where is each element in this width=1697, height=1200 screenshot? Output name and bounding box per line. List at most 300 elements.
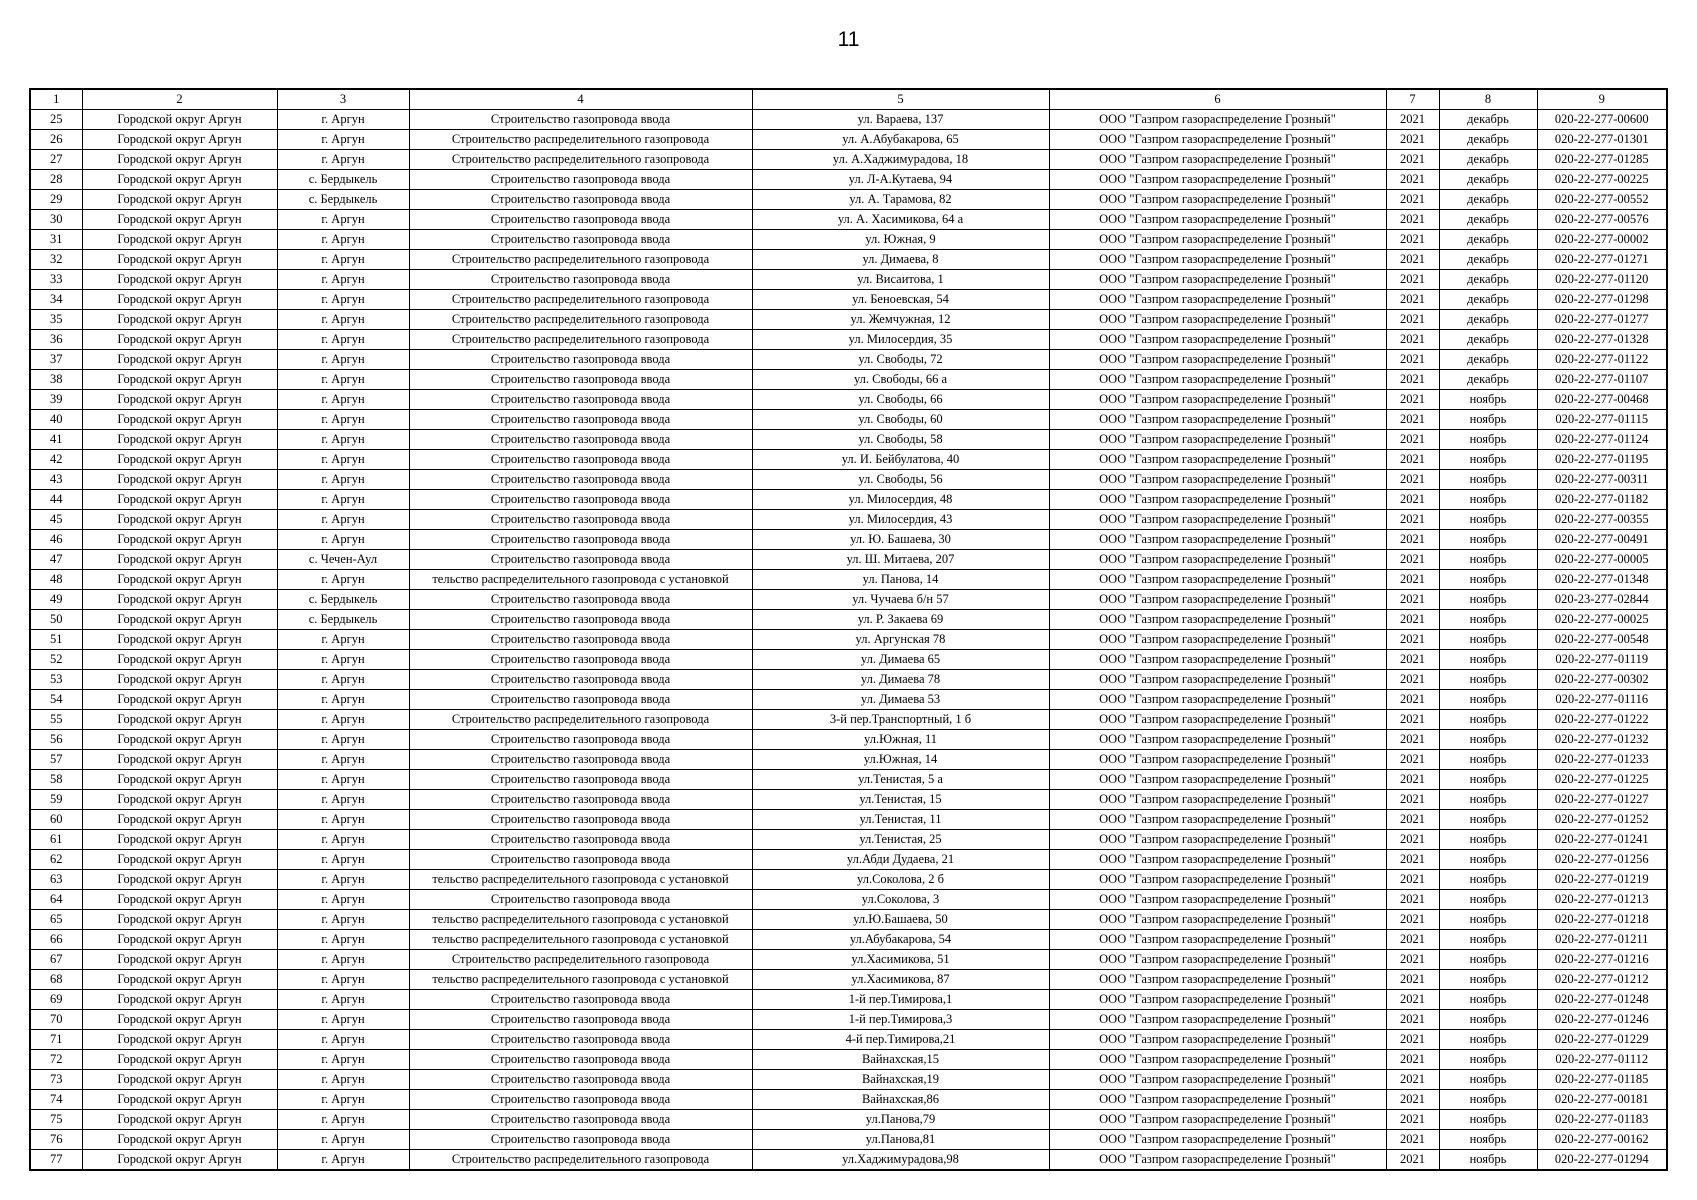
district-cell: Городской округ Аргун — [82, 190, 277, 210]
work-type-cell: Строительство распределительного газопровода — [409, 1150, 752, 1171]
settlement-cell: г. Аргун — [277, 1030, 409, 1050]
row-number-cell: 39 — [30, 390, 82, 410]
organization-cell: ООО "Газпром газораспределение Грозный" — [1049, 1110, 1386, 1130]
application-number-cell: 020-22-277-01195 — [1537, 450, 1667, 470]
work-type-cell: Строительство распределительного газопровода — [409, 950, 752, 970]
address-cell: ул. И. Бейбулатова, 40 — [752, 450, 1049, 470]
year-cell: 2021 — [1386, 650, 1439, 670]
address-cell: ул. А.Хаджимурадова, 18 — [752, 150, 1049, 170]
table-row — [30, 890, 1667, 910]
settlement-cell: г. Аргун — [277, 630, 409, 650]
row-number-cell: 32 — [30, 250, 82, 270]
work-type-cell: Строительство газопровода ввода — [409, 650, 752, 670]
application-number-cell: 020-22-277-01246 — [1537, 1010, 1667, 1030]
month-cell: ноябрь — [1439, 570, 1537, 590]
table-row — [30, 370, 1667, 390]
settlement-cell: г. Аргун — [277, 1070, 409, 1090]
month-cell: ноябрь — [1439, 790, 1537, 810]
month-cell: декабрь — [1439, 190, 1537, 210]
application-number-cell: 020-22-277-00491 — [1537, 530, 1667, 550]
district-cell: Городской округ Аргун — [82, 550, 277, 570]
year-cell: 2021 — [1386, 710, 1439, 730]
row-number-cell: 70 — [30, 1010, 82, 1030]
column-number: 7 — [1386, 89, 1439, 110]
month-cell: ноябрь — [1439, 930, 1537, 950]
settlement-cell: г. Аргун — [277, 710, 409, 730]
district-cell: Городской округ Аргун — [82, 490, 277, 510]
address-cell: ул. Ю. Башаева, 30 — [752, 530, 1049, 550]
row-number-cell: 40 — [30, 410, 82, 430]
application-number-cell: 020-22-277-01115 — [1537, 410, 1667, 430]
settlement-cell: с. Бердыкель — [277, 170, 409, 190]
month-cell: ноябрь — [1439, 410, 1537, 430]
work-type-cell: Строительство распределительного газопровода — [409, 130, 752, 150]
address-cell: ул. Свободы, 66 — [752, 390, 1049, 410]
month-cell: ноябрь — [1439, 690, 1537, 710]
row-number-cell: 37 — [30, 350, 82, 370]
settlement-cell: г. Аргун — [277, 970, 409, 990]
organization-cell: ООО "Газпром газораспределение Грозный" — [1049, 650, 1386, 670]
address-cell: ул.Южная, 14 — [752, 750, 1049, 770]
work-type-cell: Строительство газопровода ввода — [409, 1130, 752, 1150]
settlement-cell: г. Аргун — [277, 450, 409, 470]
row-number-cell: 38 — [30, 370, 82, 390]
table-row — [30, 830, 1667, 850]
table-row — [30, 710, 1667, 730]
work-type-cell: Строительство распределительного газопровода — [409, 150, 752, 170]
settlement-cell: г. Аргун — [277, 270, 409, 290]
organization-cell: ООО "Газпром газораспределение Грозный" — [1049, 950, 1386, 970]
settlement-cell: г. Аргун — [277, 490, 409, 510]
year-cell: 2021 — [1386, 150, 1439, 170]
application-number-cell: 020-22-277-01294 — [1537, 1150, 1667, 1171]
organization-cell: ООО "Газпром газораспределение Грозный" — [1049, 590, 1386, 610]
table-row — [30, 570, 1667, 590]
row-number-cell: 77 — [30, 1150, 82, 1171]
year-cell: 2021 — [1386, 1030, 1439, 1050]
settlement-cell: г. Аргун — [277, 910, 409, 930]
month-cell: ноябрь — [1439, 870, 1537, 890]
work-type-cell: Строительство газопровода ввода — [409, 230, 752, 250]
row-number-cell: 44 — [30, 490, 82, 510]
work-type-cell: Строительство газопровода ввода — [409, 550, 752, 570]
district-cell: Городской округ Аргун — [82, 1130, 277, 1150]
year-cell: 2021 — [1386, 530, 1439, 550]
address-cell: ул. Димаева, 8 — [752, 250, 1049, 270]
address-cell: Вайнахская,86 — [752, 1090, 1049, 1110]
district-cell: Городской округ Аргун — [82, 230, 277, 250]
table-row — [30, 1010, 1667, 1030]
work-type-cell: Строительство газопровода ввода — [409, 790, 752, 810]
settlement-cell: г. Аргун — [277, 390, 409, 410]
organization-cell: ООО "Газпром газораспределение Грозный" — [1049, 370, 1386, 390]
application-number-cell: 020-22-277-00005 — [1537, 550, 1667, 570]
table-row — [30, 190, 1667, 210]
organization-cell: ООО "Газпром газораспределение Грозный" — [1049, 150, 1386, 170]
work-type-cell: Строительство газопровода ввода — [409, 810, 752, 830]
month-cell: ноябрь — [1439, 490, 1537, 510]
application-number-cell: 020-22-277-01213 — [1537, 890, 1667, 910]
application-number-cell: 020-22-277-01301 — [1537, 130, 1667, 150]
address-cell: ул. Димаева 78 — [752, 670, 1049, 690]
organization-cell: ООО "Газпром газораспределение Грозный" — [1049, 530, 1386, 550]
table-row — [30, 510, 1667, 530]
address-cell: ул. Жемчужная, 12 — [752, 310, 1049, 330]
table-row — [30, 730, 1667, 750]
month-cell: ноябрь — [1439, 830, 1537, 850]
organization-cell: ООО "Газпром газораспределение Грозный" — [1049, 830, 1386, 850]
settlement-cell: г. Аргун — [277, 770, 409, 790]
address-cell: ул. Свободы, 72 — [752, 350, 1049, 370]
address-cell: ул. А. Тарамова, 82 — [752, 190, 1049, 210]
row-number-cell: 42 — [30, 450, 82, 470]
month-cell: ноябрь — [1439, 650, 1537, 670]
settlement-cell: г. Аргун — [277, 110, 409, 130]
organization-cell: ООО "Газпром газораспределение Грозный" — [1049, 790, 1386, 810]
settlement-cell: г. Аргун — [277, 1010, 409, 1030]
application-number-cell: 020-22-277-01107 — [1537, 370, 1667, 390]
table-row — [30, 790, 1667, 810]
year-cell: 2021 — [1386, 1070, 1439, 1090]
work-type-cell: Строительство газопровода ввода — [409, 850, 752, 870]
year-cell: 2021 — [1386, 610, 1439, 630]
table-row — [30, 350, 1667, 370]
work-type-cell: тельство распределительного газопровода с установкой — [409, 570, 752, 590]
work-type-cell: Строительство газопровода ввода — [409, 730, 752, 750]
application-number-cell: 020-22-277-01256 — [1537, 850, 1667, 870]
year-cell: 2021 — [1386, 1110, 1439, 1130]
address-cell: ул. Милосердия, 43 — [752, 510, 1049, 530]
district-cell: Городской округ Аргун — [82, 510, 277, 530]
table-row — [30, 550, 1667, 570]
work-type-cell: Строительство газопровода ввода — [409, 610, 752, 630]
year-cell: 2021 — [1386, 210, 1439, 230]
settlement-cell: г. Аргун — [277, 570, 409, 590]
organization-cell: ООО "Газпром газораспределение Грозный" — [1049, 770, 1386, 790]
application-number-cell: 020-22-277-00311 — [1537, 470, 1667, 490]
district-cell: Городской округ Аргун — [82, 910, 277, 930]
month-cell: ноябрь — [1439, 1110, 1537, 1130]
row-number-cell: 66 — [30, 930, 82, 950]
settlement-cell: г. Аргун — [277, 150, 409, 170]
address-cell: ул. Панова, 14 — [752, 570, 1049, 590]
district-cell: Городской округ Аргун — [82, 1050, 277, 1070]
month-cell: декабрь — [1439, 350, 1537, 370]
work-type-cell: Строительство газопровода ввода — [409, 590, 752, 610]
month-cell: ноябрь — [1439, 1010, 1537, 1030]
application-number-cell: 020-22-277-01271 — [1537, 250, 1667, 270]
year-cell: 2021 — [1386, 790, 1439, 810]
district-cell: Городской округ Аргун — [82, 1010, 277, 1030]
address-cell: ул.Абубакарова, 54 — [752, 930, 1049, 950]
month-cell: ноябрь — [1439, 630, 1537, 650]
address-cell: ул. Аргунская 78 — [752, 630, 1049, 650]
organization-cell: ООО "Газпром газораспределение Грозный" — [1049, 270, 1386, 290]
address-cell: ул. Чучаева б/н 57 — [752, 590, 1049, 610]
table-row — [30, 930, 1667, 950]
settlement-cell: г. Аргун — [277, 470, 409, 490]
year-cell: 2021 — [1386, 1090, 1439, 1110]
organization-cell: ООО "Газпром газораспределение Грозный" — [1049, 850, 1386, 870]
organization-cell: ООО "Газпром газораспределение Грозный" — [1049, 870, 1386, 890]
year-cell: 2021 — [1386, 910, 1439, 930]
table-row — [30, 430, 1667, 450]
row-number-cell: 30 — [30, 210, 82, 230]
month-cell: декабрь — [1439, 290, 1537, 310]
month-cell: ноябрь — [1439, 590, 1537, 610]
application-number-cell: 020-22-277-01233 — [1537, 750, 1667, 770]
column-number: 4 — [409, 89, 752, 110]
table-row — [30, 490, 1667, 510]
work-type-cell: Строительство газопровода ввода — [409, 510, 752, 530]
application-number-cell: 020-22-277-01211 — [1537, 930, 1667, 950]
district-cell: Городской округ Аргун — [82, 370, 277, 390]
table-body — [30, 110, 1667, 1171]
year-cell: 2021 — [1386, 370, 1439, 390]
work-type-cell: тельство распределительного газопровода с установкой — [409, 910, 752, 930]
year-cell: 2021 — [1386, 330, 1439, 350]
register-table — [29, 88, 1668, 1171]
settlement-cell: г. Аргун — [277, 790, 409, 810]
table-row — [30, 910, 1667, 930]
address-cell: ул.Южная, 11 — [752, 730, 1049, 750]
district-cell: Городской округ Аргун — [82, 250, 277, 270]
table-row — [30, 310, 1667, 330]
application-number-cell: 020-22-277-01241 — [1537, 830, 1667, 850]
month-cell: ноябрь — [1439, 430, 1537, 450]
row-number-cell: 57 — [30, 750, 82, 770]
row-number-cell: 49 — [30, 590, 82, 610]
settlement-cell: г. Аргун — [277, 310, 409, 330]
row-number-cell: 46 — [30, 530, 82, 550]
month-cell: декабрь — [1439, 310, 1537, 330]
address-cell: ул. Милосердия, 48 — [752, 490, 1049, 510]
work-type-cell: Строительство газопровода ввода — [409, 430, 752, 450]
table-row — [30, 970, 1667, 990]
row-number-cell: 68 — [30, 970, 82, 990]
work-type-cell: Строительство газопровода ввода — [409, 750, 752, 770]
year-cell: 2021 — [1386, 470, 1439, 490]
month-cell: ноябрь — [1439, 890, 1537, 910]
district-cell: Городской округ Аргун — [82, 150, 277, 170]
district-cell: Городской округ Аргун — [82, 1110, 277, 1130]
row-number-cell: 54 — [30, 690, 82, 710]
settlement-cell: г. Аргун — [277, 950, 409, 970]
district-cell: Городской округ Аргун — [82, 290, 277, 310]
table-row — [30, 850, 1667, 870]
organization-cell: ООО "Газпром газораспределение Грозный" — [1049, 110, 1386, 130]
district-cell: Городской округ Аргун — [82, 310, 277, 330]
address-cell: ул. Беноевская, 54 — [752, 290, 1049, 310]
month-cell: ноябрь — [1439, 1030, 1537, 1050]
row-number-cell: 52 — [30, 650, 82, 670]
year-cell: 2021 — [1386, 430, 1439, 450]
table-row — [30, 110, 1667, 130]
year-cell: 2021 — [1386, 830, 1439, 850]
district-cell: Городской округ Аргун — [82, 610, 277, 630]
row-number-cell: 28 — [30, 170, 82, 190]
application-number-cell: 020-22-277-00302 — [1537, 670, 1667, 690]
page-number: 11 — [837, 28, 860, 51]
district-cell: Городской округ Аргун — [82, 930, 277, 950]
column-number: 2 — [82, 89, 277, 110]
table-row — [30, 130, 1667, 150]
settlement-cell: г. Аргун — [277, 890, 409, 910]
month-cell: ноябрь — [1439, 1130, 1537, 1150]
row-number-cell: 72 — [30, 1050, 82, 1070]
district-cell: Городской округ Аргун — [82, 430, 277, 450]
settlement-cell: с. Чечен-Аул — [277, 550, 409, 570]
application-number-cell: 020-22-277-01219 — [1537, 870, 1667, 890]
application-number-cell: 020-22-277-01248 — [1537, 990, 1667, 1010]
settlement-cell: г. Аргун — [277, 830, 409, 850]
work-type-cell: Строительство газопровода ввода — [409, 1030, 752, 1050]
settlement-cell: г. Аргун — [277, 650, 409, 670]
organization-cell: ООО "Газпром газораспределение Грозный" — [1049, 250, 1386, 270]
year-cell: 2021 — [1386, 730, 1439, 750]
year-cell: 2021 — [1386, 310, 1439, 330]
settlement-cell: г. Аргун — [277, 510, 409, 530]
application-number-cell: 020-22-277-01122 — [1537, 350, 1667, 370]
work-type-cell: Строительство газопровода ввода — [409, 1110, 752, 1130]
settlement-cell: г. Аргун — [277, 1150, 409, 1171]
organization-cell: ООО "Газпром газораспределение Грозный" — [1049, 310, 1386, 330]
table-row — [30, 650, 1667, 670]
district-cell: Городской округ Аргун — [82, 590, 277, 610]
address-cell: ул. Висаитова, 1 — [752, 270, 1049, 290]
settlement-cell: г. Аргун — [277, 290, 409, 310]
district-cell: Городской округ Аргун — [82, 110, 277, 130]
address-cell: ул.Хасимикова, 51 — [752, 950, 1049, 970]
table-row — [30, 1130, 1667, 1150]
district-cell: Городской округ Аргун — [82, 710, 277, 730]
address-cell: ул. Свободы, 60 — [752, 410, 1049, 430]
row-number-cell: 33 — [30, 270, 82, 290]
application-number-cell: 020-22-277-01298 — [1537, 290, 1667, 310]
organization-cell: ООО "Газпром газораспределение Грозный" — [1049, 1130, 1386, 1150]
organization-cell: ООО "Газпром газораспределение Грозный" — [1049, 230, 1386, 250]
work-type-cell: Строительство газопровода ввода — [409, 190, 752, 210]
address-cell: 3-й пер.Транспортный, 1 б — [752, 710, 1049, 730]
organization-cell: ООО "Газпром газораспределение Грозный" — [1049, 170, 1386, 190]
settlement-cell: г. Аргун — [277, 1090, 409, 1110]
month-cell: декабрь — [1439, 370, 1537, 390]
table-row — [30, 290, 1667, 310]
organization-cell: ООО "Газпром газораспределение Грозный" — [1049, 550, 1386, 570]
month-cell: декабрь — [1439, 110, 1537, 130]
district-cell: Городской округ Аргун — [82, 850, 277, 870]
year-cell: 2021 — [1386, 770, 1439, 790]
district-cell: Городской округ Аргун — [82, 750, 277, 770]
address-cell: ул.Панова,81 — [752, 1130, 1049, 1150]
settlement-cell: г. Аргун — [277, 1130, 409, 1150]
address-cell: ул. Милосердия, 35 — [752, 330, 1049, 350]
table-row — [30, 610, 1667, 630]
organization-cell: ООО "Газпром газораспределение Грозный" — [1049, 210, 1386, 230]
year-cell: 2021 — [1386, 850, 1439, 870]
organization-cell: ООО "Газпром газораспределение Грозный" — [1049, 1090, 1386, 1110]
address-cell: ул.Соколова, 2 б — [752, 870, 1049, 890]
district-cell: Городской округ Аргун — [82, 530, 277, 550]
district-cell: Городской округ Аргун — [82, 350, 277, 370]
address-cell: 1-й пер.Тимирова,1 — [752, 990, 1049, 1010]
district-cell: Городской округ Аргун — [82, 970, 277, 990]
table-row — [30, 390, 1667, 410]
table-row — [30, 990, 1667, 1010]
district-cell: Городской округ Аргун — [82, 650, 277, 670]
address-cell: Вайнахская,15 — [752, 1050, 1049, 1070]
column-number: 9 — [1537, 89, 1667, 110]
month-cell: ноябрь — [1439, 670, 1537, 690]
work-type-cell: Строительство газопровода ввода — [409, 490, 752, 510]
work-type-cell: Строительство распределительного газопровода — [409, 710, 752, 730]
application-number-cell: 020-22-277-00181 — [1537, 1090, 1667, 1110]
settlement-cell: г. Аргун — [277, 430, 409, 450]
month-cell: ноябрь — [1439, 850, 1537, 870]
district-cell: Городской округ Аргун — [82, 790, 277, 810]
application-number-cell: 020-23-277-02844 — [1537, 590, 1667, 610]
address-cell: ул.Тенистая, 11 — [752, 810, 1049, 830]
month-cell: ноябрь — [1439, 450, 1537, 470]
month-cell: ноябрь — [1439, 750, 1537, 770]
month-cell: ноябрь — [1439, 530, 1537, 550]
district-cell: Городской округ Аргун — [82, 830, 277, 850]
table-row — [30, 750, 1667, 770]
district-cell: Городской округ Аргун — [82, 130, 277, 150]
settlement-cell: г. Аргун — [277, 670, 409, 690]
organization-cell: ООО "Газпром газораспределение Грозный" — [1049, 1030, 1386, 1050]
application-number-cell: 020-22-277-01183 — [1537, 1110, 1667, 1130]
district-cell: Городской округ Аргун — [82, 1030, 277, 1050]
district-cell: Городской округ Аргун — [82, 950, 277, 970]
work-type-cell: Строительство газопровода ввода — [409, 1090, 752, 1110]
organization-cell: ООО "Газпром газораспределение Грозный" — [1049, 470, 1386, 490]
district-cell: Городской округ Аргун — [82, 170, 277, 190]
year-cell: 2021 — [1386, 630, 1439, 650]
row-number-cell: 47 — [30, 550, 82, 570]
application-number-cell: 020-22-277-01222 — [1537, 710, 1667, 730]
address-cell: 1-й пер.Тимирова,3 — [752, 1010, 1049, 1030]
district-cell: Городской округ Аргун — [82, 570, 277, 590]
column-number: 3 — [277, 89, 409, 110]
organization-cell: ООО "Газпром газораспределение Грозный" — [1049, 630, 1386, 650]
month-cell: ноябрь — [1439, 730, 1537, 750]
year-cell: 2021 — [1386, 230, 1439, 250]
row-number-cell: 45 — [30, 510, 82, 530]
row-number-cell: 76 — [30, 1130, 82, 1150]
year-cell: 2021 — [1386, 950, 1439, 970]
year-cell: 2021 — [1386, 810, 1439, 830]
row-number-cell: 34 — [30, 290, 82, 310]
row-number-cell: 29 — [30, 190, 82, 210]
application-number-cell: 020-22-277-00162 — [1537, 1130, 1667, 1150]
application-number-cell: 020-22-277-01218 — [1537, 910, 1667, 930]
organization-cell: ООО "Газпром газораспределение Грозный" — [1049, 990, 1386, 1010]
year-cell: 2021 — [1386, 590, 1439, 610]
work-type-cell: Строительство газопровода ввода — [409, 350, 752, 370]
work-type-cell: Строительство газопровода ввода — [409, 1070, 752, 1090]
organization-cell: ООО "Газпром газораспределение Грозный" — [1049, 350, 1386, 370]
application-number-cell: 020-22-277-01212 — [1537, 970, 1667, 990]
application-number-cell: 020-22-277-00468 — [1537, 390, 1667, 410]
organization-cell: ООО "Газпром газораспределение Грозный" — [1049, 570, 1386, 590]
work-type-cell: Строительство газопровода ввода — [409, 110, 752, 130]
district-cell: Городской округ Аргун — [82, 330, 277, 350]
work-type-cell: Строительство газопровода ввода — [409, 530, 752, 550]
address-cell: ул.Хасимикова, 87 — [752, 970, 1049, 990]
application-number-cell: 020-22-277-01252 — [1537, 810, 1667, 830]
work-type-cell: тельство распределительного газопровода с установкой — [409, 870, 752, 890]
